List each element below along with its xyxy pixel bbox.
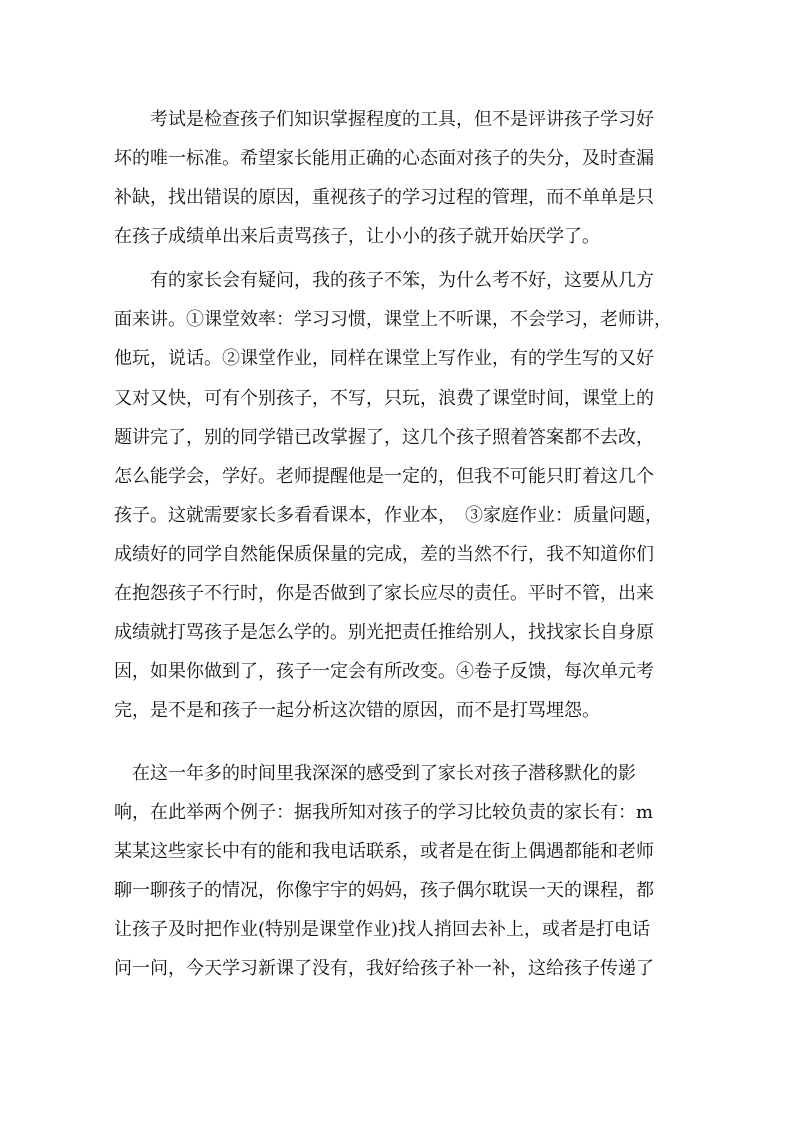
paragraph-2-line-1: 有的家长会有疑问，我的孩子不笨，为什么考不好，这要从几方	[114, 270, 654, 291]
paragraph-2-line-12: 完，是不是和孩子一起分析这次错的原因，而不是打骂埋怨。	[114, 700, 600, 721]
paragraph-2-line-4: 又对又快，可有个别孩子，不写，只玩，浪费了课堂时间，课堂上的	[114, 388, 654, 409]
paragraph-3-line-3: 某某这些家长中有的能和我电话联系，或者是在街上偶遇都能和老师	[114, 841, 654, 862]
paragraph-2-line-9: 在抱怨孩子不行时，你是否做到了家长应尽的责任。平时不管，出来	[114, 583, 654, 604]
paragraph-3-line-1: 在这一年多的时间里我深深的感受到了家长对孩子潜移默化的影	[114, 763, 636, 784]
paragraph-2-line-5: 题讲完了，别的同学错已改掌握了，这几个孩子照着答案都不去改，	[114, 427, 654, 448]
paragraph-1-line-4: 在孩子成绩单出来后责骂孩子，让小小的孩子就开始厌学了。	[114, 226, 600, 247]
paragraph-3-line-2: 响，在此举两个例子：据我所知对孩子的学习比较负责的家长有：m	[114, 802, 654, 823]
paragraph-2-line-6: 怎么能学会，学好。老师提醒他是一定的，但我不可能只盯着这几个	[114, 466, 654, 487]
paragraph-3-line-5: 让孩子及时把作业(特别是课堂作业)找人捎回去补上，或者是打电话	[114, 919, 651, 940]
paragraph-1-line-2: 坏的唯一标准。希望家长能用正确的心态面对孩子的失分，及时查漏	[114, 148, 654, 169]
paragraph-1-line-3: 补缺，找出错误的原因，重视孩子的学习过程的管理，而不单单是只	[114, 187, 654, 208]
paragraph-1-line-1: 考试是检查孩子们知识掌握程度的工具，但不是评讲孩子学习好	[114, 109, 654, 130]
paragraph-2-line-7: 孩子。这就需要家长多看看课本，作业本， ③家庭作业：质量问题，	[114, 505, 663, 526]
paragraph-3-line-4: 聊一聊孩子的情况，你像宇宇的妈妈，孩子偶尔耽误一天的课程，都	[114, 880, 654, 901]
paragraph-2-line-10: 成绩就打骂孩子是怎么学的。别光把责任推给别人，找找家长自身原	[114, 622, 654, 643]
paragraph-2-line-3: 他玩，说话。②课堂作业，同样在课堂上写作业，有的学生写的又好	[114, 348, 654, 369]
paragraph-2-line-11: 因，如果你做到了，孩子一定会有所改变。④卷子反馈，每次单元考	[114, 661, 654, 682]
paragraph-2-line-8: 成绩好的同学自然能保质保量的完成，差的当然不行，我不知道你们	[114, 544, 654, 565]
paragraph-2-line-2: 面来讲。①课堂效率：学习习惯，课堂上不听课，不会学习，老师讲，	[114, 309, 672, 330]
paragraph-3-line-6: 问一问，今天学习新课了没有，我好给孩子补一补，这给孩子传递了	[114, 958, 654, 979]
